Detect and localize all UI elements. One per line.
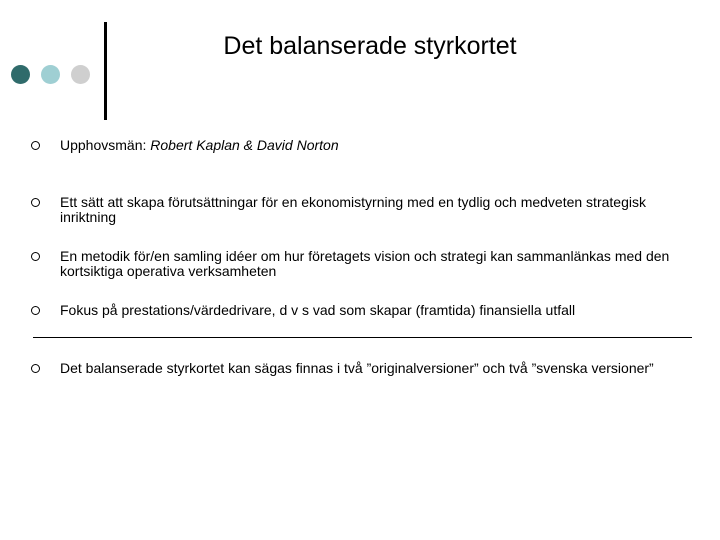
bullet-circle-icon [31, 364, 40, 373]
bullet-text: Ett sätt att skapa förutsättningar för en ekonomistyrning med en tydlig och medveten strategisk inriktning [60, 194, 646, 225]
bullet-text: En metodik för/en samling idéer om hur företagets vision och strategi kan sammanlänkas med den kortsiktiga operativa verksamheten [60, 248, 670, 279]
bullet-prefix: Upphovsmän: [60, 137, 151, 153]
bullet-text [60, 138, 692, 153]
bullet-circle-icon [31, 252, 40, 261]
bullet-text: Det balanserade styrkortet kan sägas finnas i två ”originalversioner” och två ”svenska versioner” [60, 360, 654, 376]
divider-line [33, 337, 692, 338]
bullet-circle-icon [31, 198, 40, 207]
bullet-circle-icon [31, 141, 40, 150]
bullet-text: Fokus på prestations/värdedrivare, d v s vad som skapar (framtida) finansiella utfall [60, 302, 576, 318]
bullet-authors-names: Robert Kaplan & David Norton [150, 137, 339, 153]
slide-title: Det balanserade styrkortet [223, 32, 517, 60]
bullet-circle-icon [31, 306, 40, 315]
